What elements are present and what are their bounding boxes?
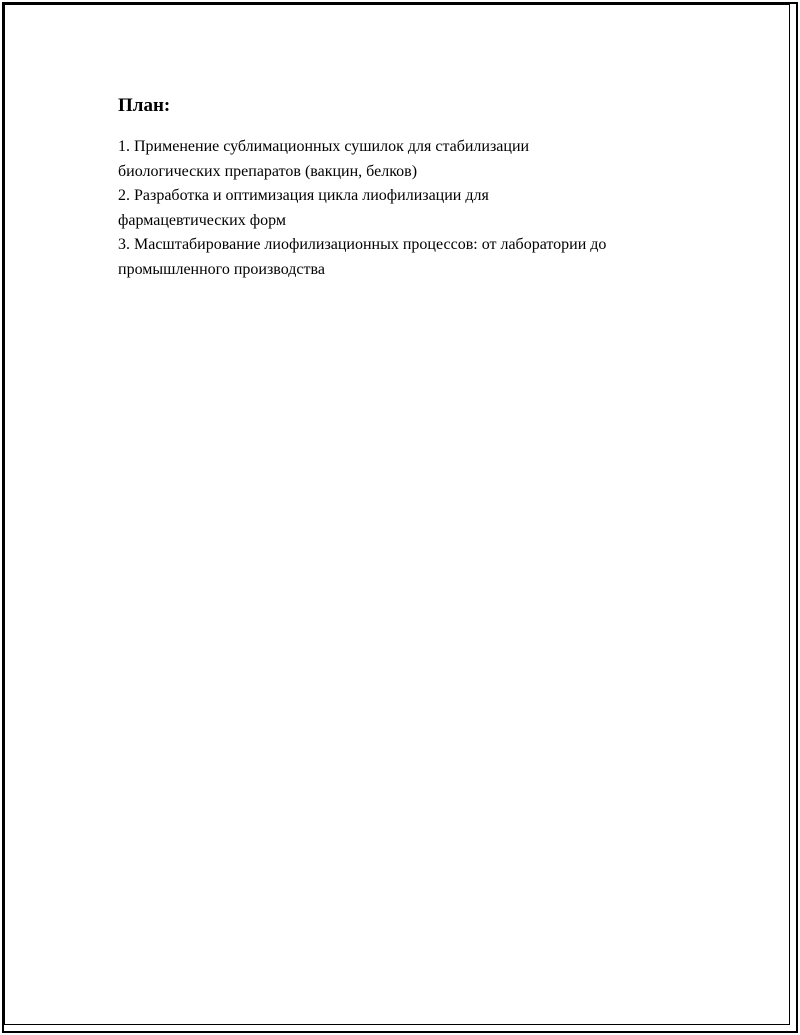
plan-heading: План:	[118, 95, 171, 116]
plan-item-1-line-2: биологических препаратов (вакцин, белков)	[118, 162, 418, 180]
plan-item-2-line-1: 2. Разработка и оптимизация цикла лиофилизации для	[118, 187, 489, 204]
document-body	[118, 94, 698, 282]
plan-item-3-line-2: промышленного производства	[118, 260, 325, 278]
plan-list	[118, 135, 698, 282]
plan-item-1	[118, 135, 698, 184]
plan-item-3	[118, 233, 698, 282]
plan-item-2	[118, 184, 698, 233]
plan-item-1-line-1: 1. Применение сублимационных сушилок для стабилизации	[118, 138, 530, 155]
plan-item-2-line-2: фармацевтических форм	[118, 211, 286, 229]
plan-item-3-line-1: 3. Масштабирование лиофилизационных процессов: от лаборатории до	[118, 236, 607, 253]
